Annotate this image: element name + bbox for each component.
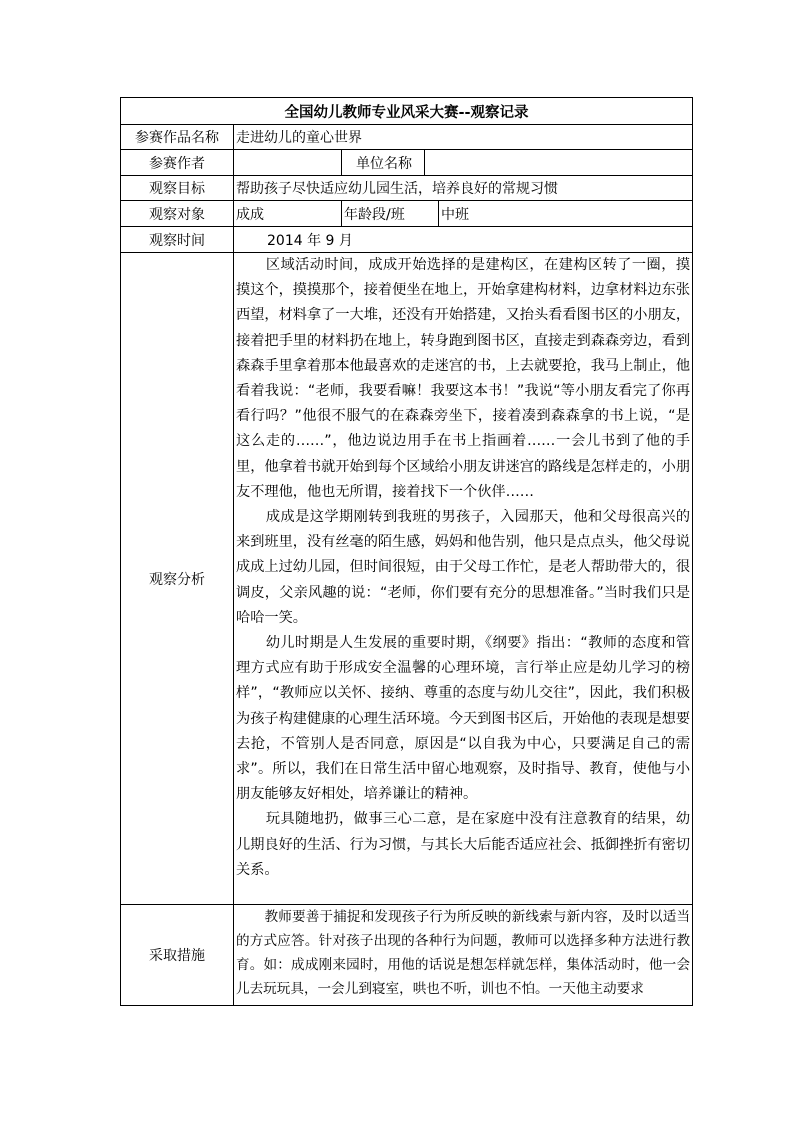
author-label: 参赛作者 (121, 150, 234, 176)
analysis-paragraph: 玩具随地扔，做事三心二意，是在家庭中没有注意教育的结果，幼儿期良好的生活、行为习惯，与其长大后能否适应社会、抵御挫折有密切关系。 (236, 811, 691, 878)
analysis-label: 观察分析 (121, 253, 234, 905)
time-value: 2014 年 9 月 (234, 227, 693, 253)
age-class-value: 中班 (439, 201, 693, 227)
time-label: 观察时间 (121, 227, 234, 253)
subject-label: 观察对象 (121, 201, 234, 227)
analysis-content (234, 253, 693, 905)
work-name-value: 走进幼儿的童心世界 (234, 125, 693, 150)
measures-paragraph: 教师要善于捕捉和发现孩子行为所反映的新线索与新内容，及时以适当的方式应答。针对孩子出现的各种行为问题，教师可以选择多种方法进行教育。如：成成刚来园时，用他的话说是想怎样就怎样，集体活动时，他一会儿去玩玩具，一会儿到寝室，哄也不听，训也不怕。一天他主动要求 (236, 909, 691, 997)
subject-value: 成成 (234, 201, 342, 227)
unit-value (425, 150, 693, 176)
goal-label: 观察目标 (121, 176, 234, 201)
goal-value: 帮助孩子尽快适应幼儿园生活，培养良好的常规习惯 (234, 176, 693, 201)
observation-record-table (120, 97, 693, 1006)
measures-content (234, 905, 693, 1006)
unit-label: 单位名称 (342, 150, 425, 176)
age-class-label: 年龄段/班 (342, 201, 439, 227)
measures-label: 采取措施 (121, 905, 234, 1006)
analysis-paragraph: 区域活动时间，成成开始选择的是建构区，在建构区转了一圈，摸摸这个，摸摸那个，接着便坐在地上，开始拿建构材料，边拿材料边东张西望，材料拿了一大堆，还没有开始搭建，又抬头看看图书区的小朋友，接着把手里的材料扔在地上，转身跑到图书区，直接走到森森旁边，看到森森手里拿着那本他最喜欢的走迷宫的书，上去就要抢，我马上制止，他看着我说：“老师，我要看嘛！我要这本书！”我说“等小朋友看完了你再看行吗？”他很不服气的在森森旁坐下，接着凑到森森拿的书上说，“是这么走的……”，他边说边用手在书上指画着……一会儿书到了他的手里，他拿着书就开始到每个区域给小朋友讲迷宫的路线是怎样走的，小朋友不理他，他也无所谓，接着找下一个伙伴…… (236, 257, 691, 500)
analysis-paragraph: 幼儿时期是人生发展的重要时期，《纲要》指出：“教师的态度和管理方式应有助于形成安全温馨的心理环境，言行举止应是幼儿学习的榜样”，“教师应以关怀、接纳、尊重的态度与幼儿交往”，因此，我们积极为孩子构建健康的心理生活环境。今天到图书区后，开始他的表现是想要去抢，不管别人是否同意，原因是“以自我为中心，只要满足自己的需求”。所以，我们在日常生活中留心地观察，及时指导、教育，使他与小朋友能够友好相处，培养谦让的精神。 (236, 635, 691, 803)
work-name-label: 参赛作品名称 (121, 125, 234, 150)
author-value (234, 150, 342, 176)
analysis-paragraph: 成成是这学期刚转到我班的男孩子，入园那天，他和父母很高兴的来到班里，没有丝毫的陌生感，妈妈和他告别，他只是点点头，他父母说成成上过幼儿园，但时间很短，由于父母工作忙，是老人帮助带大的，很调皮，父亲风趣的说：“老师，你们要有充分的思想准备。”当时我们只是哈哈一笑。 (236, 509, 691, 626)
record-title: 全国幼儿教师专业风采大赛--观察记录 (121, 98, 693, 125)
